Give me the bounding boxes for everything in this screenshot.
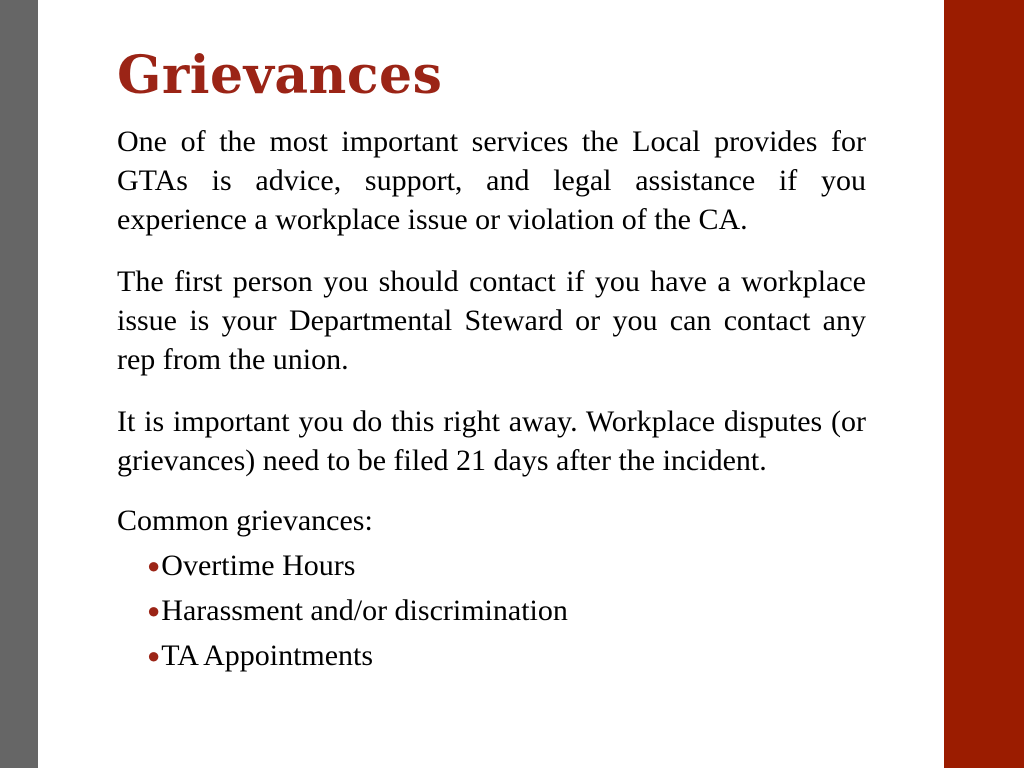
bullet-icon: ●	[147, 598, 161, 623]
list-item	[147, 588, 866, 633]
slide-content	[117, 44, 866, 678]
bullet-icon: ●	[147, 643, 161, 668]
list-item-text: TA Appointments	[161, 639, 374, 672]
list-item	[147, 543, 866, 588]
grievance-list	[147, 543, 866, 678]
paragraph-deadline: It is important you do this right away. Workplace disputes (or grievances) need to be filed 21 days after the incident.	[117, 405, 866, 477]
list-item	[147, 633, 866, 678]
paragraph-contact: The first person you should contact if you have a workplace issue is your Departmental Steward or you can contact any rep from the union.	[117, 265, 866, 376]
bullet-icon: ●	[147, 553, 161, 578]
list-item-text: Harassment and/or discrimination	[161, 594, 568, 627]
common-grievances-label: Common grievances:	[117, 504, 373, 537]
list-item-text: Overtime Hours	[161, 549, 356, 582]
left-accent-bar	[0, 0, 38, 768]
paragraph-services: One of the most important services the Local provides for GTAs is advice, support, and legal assistance if you experience a workplace issue or violation of the CA.	[117, 125, 866, 236]
slide-title: Grievances	[117, 45, 443, 106]
right-accent-bar	[944, 0, 1024, 768]
